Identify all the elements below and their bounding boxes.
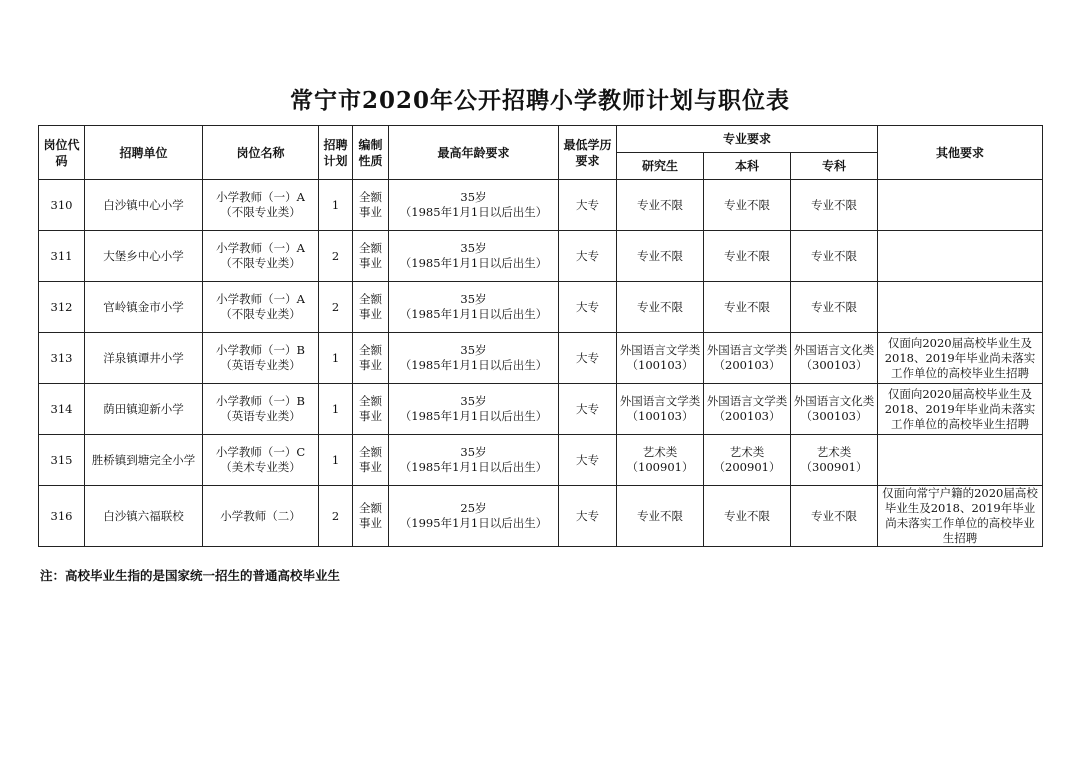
page-title: 常宁市2020年公开招聘小学教师计划与职位表 [289,87,790,114]
cell-position [203,384,319,435]
nature-line1: 全额 [359,190,382,204]
cell-other: 仅面向2020届高校毕业生及2018、2019年毕业尚未落实工作单位的高校毕业生招聘 [878,333,1043,384]
nature-line2: 事业 [359,307,382,321]
age-line2: （1995年1月1日以后出生） [399,516,548,530]
cell-age [389,486,559,547]
cell-nature [353,384,389,435]
cell-unit: 荫田镇迎新小学 [85,384,203,435]
cell-unit: 胜桥镇到塘完全小学 [85,435,203,486]
cell-other: 仅面向常宁户籍的2020届高校毕业生及2018、2019年毕业尚未落实工作单位的高校毕业生招聘 [878,486,1043,547]
cell-code: 314 [39,384,85,435]
cell-education: 大专 [559,231,617,282]
cell-major-college: 艺术类（300901） [791,435,878,486]
cell-other [878,282,1043,333]
cell-nature [353,435,389,486]
cell-major-grad: 艺术类（100901） [617,435,704,486]
age-line1: 25岁 [460,501,487,515]
cell-major-grad: 外国语言文学类（100103） [617,384,704,435]
table-row [39,180,1043,231]
cell-other [878,180,1043,231]
nature-line1: 全额 [359,292,382,306]
nature-line2: 事业 [359,358,382,372]
header-major-bachelor: 本科 [704,153,791,180]
cell-major-grad: 专业不限 [617,282,704,333]
age-line2: （1985年1月1日以后出生） [399,460,548,474]
age-line1: 35岁 [460,343,487,357]
header-education: 最低学历要求 [559,126,617,180]
recruitment-table [38,125,1043,547]
cell-other [878,435,1043,486]
header-major-college: 专科 [791,153,878,180]
table-row [39,231,1043,282]
cell-code: 316 [39,486,85,547]
age-line2: （1985年1月1日以后出生） [399,205,548,219]
nature-line1: 全额 [359,241,382,255]
position-line1: 小学教师（一）A [216,241,305,255]
cell-major-college: 专业不限 [791,231,878,282]
cell-other [878,231,1043,282]
header-nature: 编制性质 [353,126,389,180]
cell-age [389,435,559,486]
cell-education: 大专 [559,333,617,384]
nature-line1: 全额 [359,343,382,357]
cell-major-college: 专业不限 [791,180,878,231]
cell-education: 大专 [559,435,617,486]
cell-major-grad: 专业不限 [617,231,704,282]
age-line2: （1985年1月1日以后出生） [399,409,548,423]
header-major-grad: 研究生 [617,153,704,180]
position-line1: 小学教师（一）A [216,292,305,306]
cell-position [203,435,319,486]
position-line2: （不限专业类） [220,307,301,321]
nature-line2: 事业 [359,460,382,474]
cell-nature [353,180,389,231]
age-line1: 35岁 [460,241,487,255]
cell-major-college: 外国语言文化类（300103） [791,384,878,435]
header-major-group: 专业要求 [617,126,878,153]
cell-major-college: 外国语言文化类（300103） [791,333,878,384]
cell-unit: 官岭镇金市小学 [85,282,203,333]
cell-age [389,384,559,435]
cell-age [389,282,559,333]
cell-age [389,231,559,282]
cell-unit: 白沙镇六福联校 [85,486,203,547]
cell-quota: 2 [319,231,353,282]
cell-quota: 1 [319,384,353,435]
position-line1: 小学教师（一）B [216,394,305,408]
cell-position [203,486,319,547]
cell-unit: 大堡乡中心小学 [85,231,203,282]
cell-age [389,180,559,231]
cell-major-bachelor: 专业不限 [704,486,791,547]
cell-unit: 洋泉镇谭井小学 [85,333,203,384]
cell-nature [353,282,389,333]
cell-code: 313 [39,333,85,384]
cell-unit: 白沙镇中心小学 [85,180,203,231]
cell-major-bachelor: 专业不限 [704,180,791,231]
nature-line1: 全额 [359,394,382,408]
cell-quota: 2 [319,486,353,547]
table-row [39,282,1043,333]
cell-major-bachelor: 外国语言文学类（200103） [704,333,791,384]
position-line2: （美术专业类） [220,460,301,474]
age-line2: （1985年1月1日以后出生） [399,307,548,321]
cell-position [203,180,319,231]
cell-major-bachelor: 专业不限 [704,231,791,282]
header-unit: 招聘单位 [85,126,203,180]
table-row [39,333,1043,384]
cell-nature [353,333,389,384]
cell-major-bachelor: 艺术类（200901） [704,435,791,486]
cell-code: 312 [39,282,85,333]
position-line1: 小学教师（二） [220,508,301,523]
cell-nature [353,486,389,547]
nature-line2: 事业 [359,516,382,530]
cell-quota: 1 [319,435,353,486]
nature-line2: 事业 [359,409,382,423]
cell-other: 仅面向2020届高校毕业生及2018、2019年毕业尚未落实工作单位的高校毕业生招聘 [878,384,1043,435]
position-line1: 小学教师（一）A [216,190,305,204]
cell-code: 315 [39,435,85,486]
cell-major-bachelor: 专业不限 [704,282,791,333]
cell-position [203,333,319,384]
cell-quota: 2 [319,282,353,333]
cell-major-grad: 专业不限 [617,180,704,231]
cell-position [203,282,319,333]
table-row [39,435,1043,486]
nature-line2: 事业 [359,256,382,270]
footnote: 注：高校毕业生指的是国家统一招生的普通高校毕业生 [40,568,341,583]
header-age: 最高年龄要求 [389,126,559,180]
nature-line2: 事业 [359,205,382,219]
position-line2: （不限专业类） [220,256,301,270]
position-line1: 小学教师（一）C [215,445,306,459]
cell-education: 大专 [559,180,617,231]
nature-line1: 全额 [359,445,382,459]
cell-nature [353,231,389,282]
header-other: 其他要求 [878,126,1043,180]
age-line1: 35岁 [460,190,487,204]
header-position: 岗位名称 [203,126,319,180]
cell-quota: 1 [319,180,353,231]
cell-major-college: 专业不限 [791,486,878,547]
cell-education: 大专 [559,282,617,333]
cell-education: 大专 [559,486,617,547]
cell-position [203,231,319,282]
cell-age [389,333,559,384]
cell-quota: 1 [319,333,353,384]
cell-major-grad: 外国语言文学类（100103） [617,333,704,384]
age-line1: 35岁 [460,394,487,408]
position-line2: （不限专业类） [220,205,301,219]
cell-code: 311 [39,231,85,282]
table-row [39,486,1043,547]
cell-education: 大专 [559,384,617,435]
header-quota: 招聘计划 [319,126,353,180]
nature-line1: 全额 [359,501,382,515]
header-code: 岗位代码 [39,126,85,180]
cell-major-grad: 专业不限 [617,486,704,547]
cell-code: 310 [39,180,85,231]
position-line1: 小学教师（一）B [216,343,305,357]
age-line1: 35岁 [460,292,487,306]
age-line1: 35岁 [460,445,487,459]
cell-major-college: 专业不限 [791,282,878,333]
age-line2: （1985年1月1日以后出生） [399,256,548,270]
age-line2: （1985年1月1日以后出生） [399,358,548,372]
position-line2: （英语专业类） [220,358,301,372]
position-line2: （英语专业类） [220,409,301,423]
table-row [39,384,1043,435]
cell-major-bachelor: 外国语言文学类（200103） [704,384,791,435]
